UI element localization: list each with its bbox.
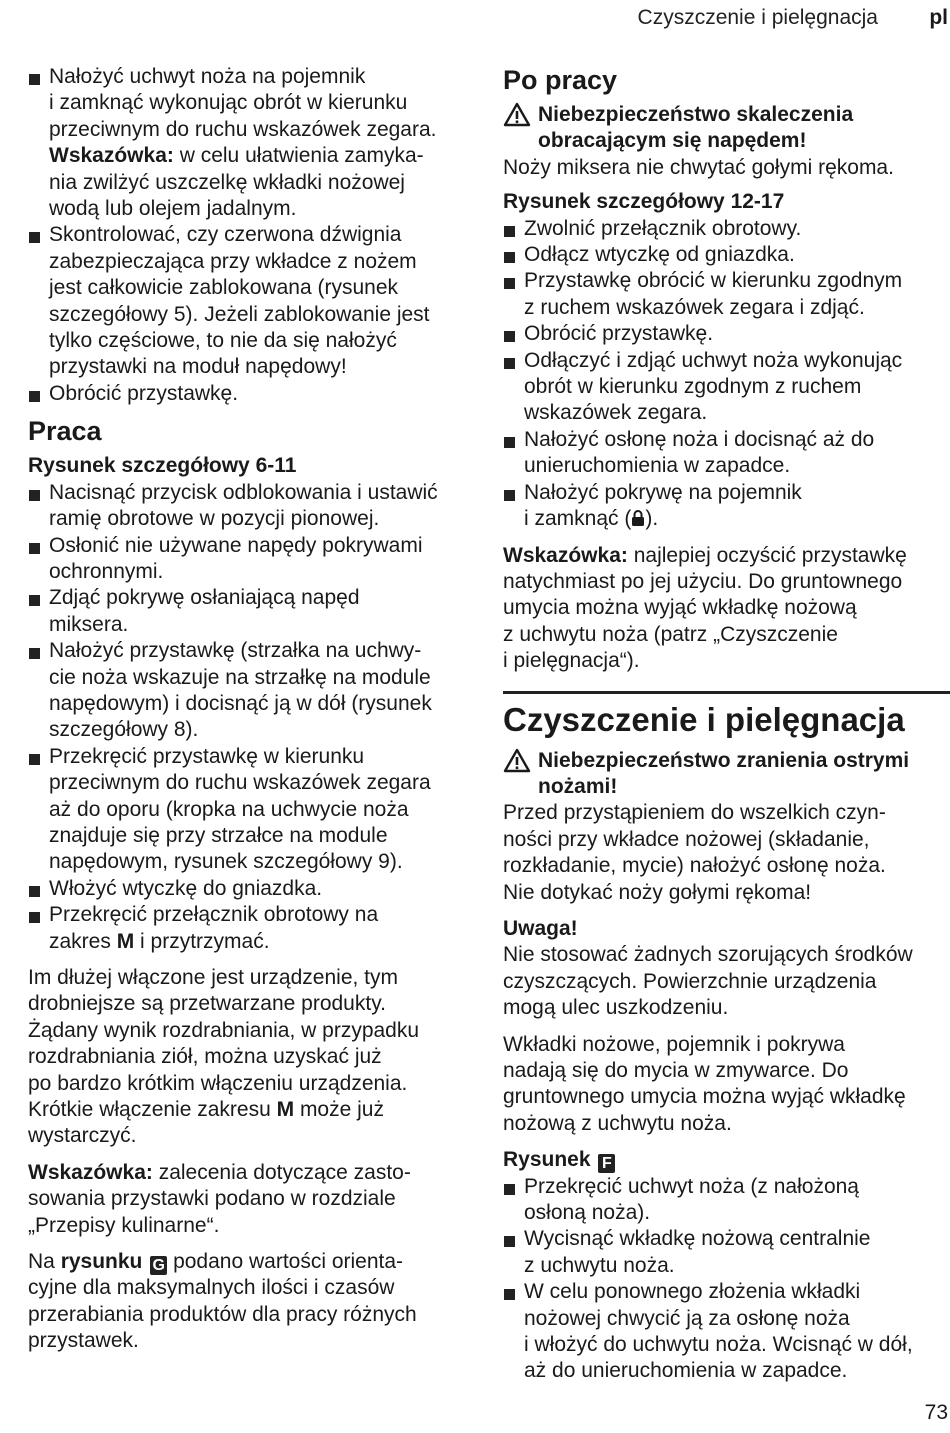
paragraph-dishwasher: Wkładki nożowe, pojemnik i pokrywa nadają się do mycia w zmywarce. Do gruntownego umycia można wyjąć wkładkę nożową z uchwytu noża. (503, 1032, 906, 1135)
left-column (28, 64, 480, 1355)
list-item: Wycisnąć wkładkę nożową centralnie z uchwytu noża. (503, 1226, 950, 1279)
list-item: Zwolnić przełącznik obrotowy. (503, 216, 950, 242)
praca-list (28, 480, 480, 955)
list-item: Odłączyć i zdjąć uchwyt noża wykonując obrót w kierunku zgodnym z ruchem wskazówek zegara. (503, 348, 950, 427)
list-item: Osłonić nie używane napędy pokrywami ochronnymi. (28, 533, 480, 586)
list-item: Zdjąć pokrywę osłaniającą napęd miksera. (28, 585, 480, 638)
figure-reference: Rysunek szczegółowy 12-17 (503, 190, 785, 214)
paragraph-attention: Nie stosować żadnych szorujących środków czyszczących. Powierzchnie urządzenia mogą ulec uszkodzeniu. (503, 943, 913, 1020)
list-item: Nałożyć przystawkę (strzałka na uchwy- cie noża wskazuje na strzałkę na module napędowym) i docisnąć ją w dół (rysunek szczegółowy 8). (28, 638, 480, 744)
list-item: Nałożyć uchwyt noża na pojemnik i zamknąć wykonując obrót w kierunku przeciwnym do ruchu wskazówek zegara. Wskazówka: w celu ułatwienia zamyka- nia zwilżyć uszczelkę wkładki nożowej wodą lub olejem jadalnym. (28, 64, 480, 222)
paragraph-note-recipes: Wskazówka: zalecenia dotyczące zasto- sowania przystawki podano w rozdziale „Przepisy kulinarne“. (28, 1160, 411, 1237)
list-item: Włożyć wtyczkę do gniazdka. (28, 876, 480, 902)
section-title-po-pracy: Po pracy (503, 65, 618, 95)
section-divider (503, 691, 950, 740)
right-column (503, 64, 950, 1385)
intro-list (28, 64, 480, 407)
page-header (0, 6, 950, 30)
warning-rotating-drive: Niebezpieczeństwo skaleczenia obracającym się napędem! (503, 102, 950, 155)
list-item: W celu ponownego złożenia wkładki nożowej chwycić ją za osłonę noża i włożyć do uchwytu noża. Wcisnąć w dół, aż do unieruchomienia w zapadce. (503, 1279, 950, 1385)
figure-f-badge: F (598, 1154, 615, 1173)
paragraph-note-cleaning: Wskazówka: najlepiej oczyścić przystawkę natychmiast po jej użyciu. Do gruntownego umycia można wyjąć wkładkę nożową z uchwytu noża (patrz „Czyszczenie i pielęgnacja“). (503, 543, 907, 673)
attention-heading: Uwaga! (503, 916, 578, 940)
list-item: Nacisnąć przycisk odblokowania i ustawić ramię obrotowe w pozycji pionowej. (28, 480, 480, 533)
note-label: Wskazówka: (28, 1160, 153, 1184)
list-item: Obrócić przystawkę. (503, 321, 950, 347)
list-item: Nałożyć osłonę noża i docisnąć aż do unieruchomienia w zapadce. (503, 427, 950, 480)
paragraph-duration: Im dłużej włączone jest urządzenie, tym drobniejsze są przetwarzane produkty. Żądany wynik rozdrabniania, w przypadku rozdrabniania ziół, można uzyskać już po bardzo krótkim włączeniu urządzenia. Krótkie włączenie zakresu M może już wystarczyć. (28, 966, 420, 1148)
list-item: Skontrolować, czy czerwona dźwignia zabezpieczająca przy wkładce z nożem jest całkowicie zablokowana (rysunek szczegółowy 5). Jeżeli zablokowanie jest tylko częściowe, to nie da się nałożyć przystawki na moduł napędowy! (28, 222, 480, 380)
po-pracy-list (503, 216, 950, 533)
list-item: Przekręcić uchwyt noża (z nałożoną osłoną noża). (503, 1174, 950, 1227)
paragraph-figure-g: Na rysunku G podano wartości orienta- cyjne dla maksymalnych ilości i czasów przerabiania produktów dla pracy różnych przystawek. (28, 1250, 417, 1353)
list-item: Obrócić przystawkę. (28, 381, 480, 407)
list-item: Przekręcić przystawkę w kierunku przeciwnym do ruchu wskazówek zegara aż do oporu (kropka na uchwycie noża znajduje się przy strzałce na module napędowym, rysunek szczegółowy 9). (28, 744, 480, 876)
list-item: Odłącz wtyczkę od gniazdka. (503, 242, 950, 268)
note-label: Wskazówka: (49, 144, 174, 168)
lock-icon (631, 509, 645, 527)
list-item: Nałożyć pokrywę na pojemnik i zamknąć ( ). (503, 480, 950, 533)
figure-f-reference: Rysunek F (503, 1147, 950, 1173)
warning-triangle-icon (503, 102, 531, 127)
note-label: Wskazówka: (503, 543, 628, 567)
warning-text: Noży miksera nie chwytać gołymi rękoma. (503, 155, 894, 179)
warning-triangle-icon (503, 748, 531, 773)
figure-g-badge: G (150, 1256, 167, 1275)
chapter-title: Czyszczenie i pielęgnacja (503, 700, 905, 738)
header-section-title: Czyszczenie i pielęgnacja (637, 6, 878, 29)
paragraph-before-work: Przed przystąpieniem do wszelkich czyn- ności przy wkładce nożowej (składanie, rozkładanie, mycie) nałożyć osłonę noża. Nie dotykać noży gołymi rękoma! (503, 801, 886, 904)
list-item: Przystawkę obrócić w kierunku zgodnym z ruchem wskazówek zegara i zdjąć. (503, 268, 950, 321)
section-title-praca: Praca (28, 416, 102, 447)
page-number: 73 (924, 1401, 948, 1424)
list-item: Przekręcić przełącznik obrotowy na zakres M i przytrzymać. (28, 902, 480, 955)
figure-reference: Rysunek szczegółowy 6-11 (28, 454, 297, 478)
header-language: pl (929, 6, 948, 29)
figure-f-list (503, 1174, 950, 1385)
warning-sharp-blades: Niebezpieczeństwo zranienia ostrymi nożami! (503, 748, 950, 801)
